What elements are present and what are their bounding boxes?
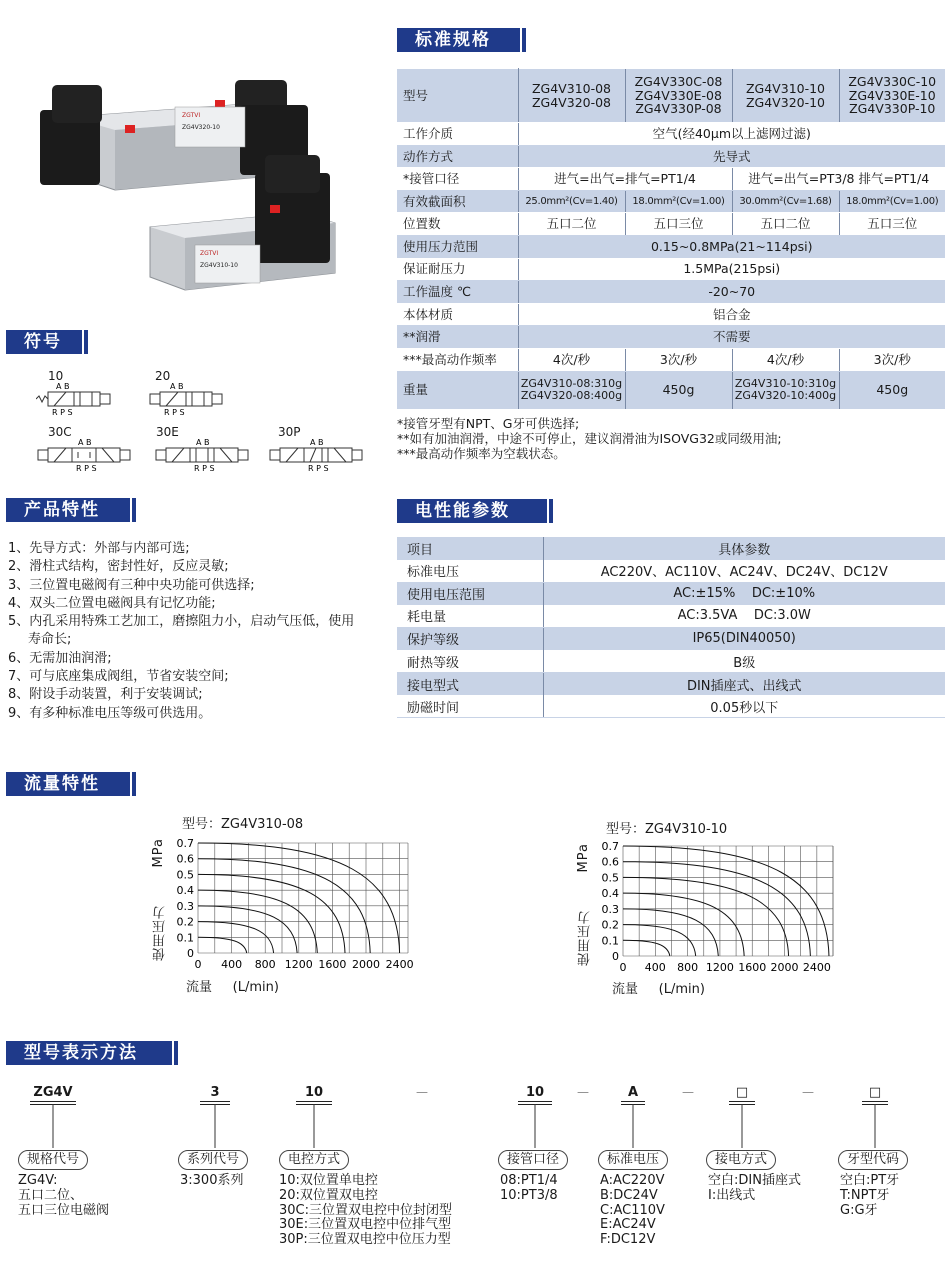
- code-part-5: A: [621, 1085, 645, 1105]
- spec-value: 4次/秒: [732, 348, 839, 371]
- valve-symbol-30p: [268, 436, 368, 472]
- cell-line: ZG4V320-08: [531, 94, 612, 110]
- x-tick-label: 2000: [770, 961, 799, 973]
- photo-label-b: ZG4V310-10: [200, 262, 238, 269]
- symbol-label-20: 20: [155, 369, 171, 383]
- elec-label: 耗电量: [397, 605, 543, 628]
- spec-label: 工作温度 ℃: [397, 281, 518, 304]
- x-tick-label: 800: [254, 958, 276, 970]
- ports-top: A B: [78, 438, 92, 447]
- ports-top: A B: [196, 438, 210, 447]
- spec-row-freq: [397, 348, 945, 371]
- desc-line: C:AC110V: [600, 1202, 665, 1218]
- elec-label: 使用电压范围: [397, 582, 543, 605]
- ports-top: A B: [310, 438, 324, 447]
- y-tick-label: 0.7: [176, 837, 194, 850]
- note-line: ***最高动作频率为空载状态。: [397, 446, 566, 461]
- x-tick-label: 1200: [284, 958, 313, 970]
- code-dash: —: [802, 1085, 814, 1099]
- y-tick-label: 0: [187, 947, 194, 960]
- desc-line: 空白:DIN插座式: [708, 1173, 801, 1188]
- code-connectors: [0, 1104, 950, 1152]
- elec-value: AC:±15% DC:±10%: [543, 582, 945, 605]
- spec-value: 五口三位: [839, 213, 945, 236]
- spec-row-port: [397, 168, 945, 191]
- spec-label: 保证耐压力: [397, 258, 518, 281]
- spec-value: 先导式: [518, 145, 945, 168]
- code-dash: —: [416, 1085, 428, 1099]
- elec-row: [397, 695, 945, 718]
- cell-line: ZG4V330C-10: [848, 73, 937, 89]
- cell-line: ZG4V320-10:400g: [734, 389, 837, 403]
- feature-item: 3、三位置电磁阀有三种中央功能可供选择;: [8, 577, 255, 593]
- elec-value: AC220V、AC110V、AC24V、DC24V、DC12V: [543, 560, 945, 583]
- desc-line: 空白:PT牙: [840, 1173, 900, 1188]
- y-tick-label: 0.4: [601, 887, 619, 901]
- chart2-unit: MPa: [576, 843, 591, 873]
- code-desc-control: [279, 1174, 452, 1248]
- feature-item: 9、有多种标准电压等级可供选用。: [8, 705, 212, 721]
- cell-line: ZG4V310-10: [745, 80, 826, 96]
- desc-line: G:G牙: [840, 1202, 878, 1218]
- desc-line: 五口三位电磁阀: [18, 1202, 110, 1218]
- spec-value: 0.15~0.8MPa(21~114psi): [518, 235, 945, 258]
- spec-value: 18.0mm²(Cv=1.00): [839, 190, 945, 213]
- code-pill-spec: 规格代号: [18, 1150, 88, 1170]
- desc-line: A:AC220V: [600, 1173, 665, 1188]
- photo-brand-b: ZGTVI: [200, 250, 219, 257]
- desc-line: T:NPT牙: [840, 1187, 890, 1203]
- elec-value: B级: [543, 650, 945, 673]
- desc-line: 08:PT1/4: [500, 1173, 558, 1188]
- spec-label: 位置数: [397, 213, 518, 236]
- y-tick-label: 0.1: [601, 934, 619, 948]
- spec-label: 重量: [397, 371, 518, 409]
- ports-bottom: R P S: [52, 408, 73, 416]
- y-tick-label: 0.5: [176, 868, 194, 882]
- flow-curve: [198, 874, 345, 953]
- spec-label: 本体材质: [397, 303, 518, 326]
- cell-line: ZG4V330E-08: [635, 87, 722, 103]
- spec-value: 空气(经40μm以上滤网过滤): [518, 123, 945, 146]
- spec-row-area: [397, 190, 945, 213]
- elec-label: 励磁时间: [397, 695, 543, 718]
- symbol-label-30e: 30E: [156, 425, 179, 439]
- spec-value: 五口三位: [625, 213, 732, 236]
- y-tick-label: 0.5: [601, 871, 619, 885]
- x-tick-label: 800: [677, 961, 699, 973]
- x-tick-label: 0: [619, 961, 627, 973]
- code-pill-port: 接管口径: [498, 1150, 568, 1170]
- spec-value: -20~70: [518, 281, 945, 304]
- spec-label: ***最高动作频率: [397, 348, 518, 371]
- photo-brand-a: ZGTVI: [182, 112, 201, 119]
- code-desc-port: [500, 1174, 558, 1204]
- code-part-3: 10: [296, 1085, 332, 1105]
- flow-curve: [623, 877, 789, 956]
- cell-line: ZG4V320-10: [745, 94, 826, 110]
- product-photo: [30, 55, 380, 325]
- chart1-xlabel: 流量 (L/min): [186, 980, 279, 995]
- feature-item: 7、可与底座集成阀组，节省安装空间;: [8, 669, 229, 685]
- code-desc-connection: [708, 1174, 801, 1204]
- valve-symbol-10: [36, 380, 136, 416]
- section-title-model: 型号表示方法: [6, 1041, 172, 1065]
- flow-chart-08: [170, 835, 430, 970]
- desc-line: 30C:三位置双电控中位封闭型: [279, 1202, 452, 1218]
- spec-model-2: [625, 69, 732, 123]
- section-title-electrical: 电性能参数: [397, 499, 547, 523]
- ports-bottom: R P S: [76, 464, 97, 472]
- x-tick-label: 2400: [802, 961, 831, 973]
- spec-value: 铝合金: [518, 303, 945, 326]
- spec-value: 不需要: [518, 326, 945, 349]
- code-desc-voltage: [600, 1174, 665, 1248]
- code-part-2: 3: [200, 1085, 230, 1105]
- feature-item: 8、附设手动装置，利于安装调试;: [8, 687, 203, 703]
- cell-line: ZG4V330P-10: [849, 101, 936, 117]
- symbol-label-10: 10: [48, 369, 64, 383]
- ports-bottom: R P S: [308, 464, 329, 472]
- desc-line: B:DC24V: [600, 1187, 658, 1203]
- feature-item: 寿命长;: [28, 632, 72, 648]
- spec-label: 有效截面积: [397, 190, 518, 213]
- y-tick-label: 0.7: [601, 840, 619, 853]
- code-pill-voltage: 标准电压: [598, 1150, 668, 1170]
- spec-value: [518, 371, 625, 409]
- y-tick-label: 0.2: [601, 918, 619, 932]
- spec-row-lube: [397, 326, 945, 349]
- spec-row-material: [397, 303, 945, 326]
- spec-row-temp: [397, 281, 945, 304]
- x-tick-label: 2400: [385, 958, 414, 970]
- desc-line: ZG4V:: [18, 1173, 58, 1188]
- spec-table: [397, 68, 945, 410]
- ports-bottom: R P S: [194, 464, 215, 472]
- y-tick-label: 0.6: [176, 852, 194, 866]
- feature-item: 6、无需加油润滑;: [8, 650, 112, 666]
- spec-row-proof: [397, 258, 945, 281]
- x-tick-label: 2000: [352, 958, 380, 970]
- feature-item: 4、双头二位置电磁阀具有记忆功能;: [8, 595, 216, 611]
- spec-value: 25.0mm²(Cv=1.40): [518, 190, 625, 213]
- elec-row: [397, 650, 945, 673]
- cell-line: ZG4V310-10:310g: [734, 376, 837, 390]
- spec-row-medium: [397, 123, 945, 146]
- spec-value: 进气=出气=排气=PT1/4: [518, 168, 732, 191]
- elec-row: [397, 582, 945, 605]
- y-tick-label: 0.2: [176, 915, 194, 929]
- elec-row: [397, 560, 945, 583]
- chart2-xlabel: 流量 (L/min): [612, 982, 705, 997]
- code-pill-thread: 牙型代码: [838, 1150, 908, 1170]
- note-line: *接管牙型有NPT、G牙可供选择;: [397, 416, 580, 431]
- cell-line: ZG4V320-08:400g: [520, 389, 623, 403]
- spec-value: 18.0mm²(Cv=1.00): [625, 190, 732, 213]
- x-tick-label: 1200: [705, 961, 734, 973]
- elec-label: 保护等级: [397, 627, 543, 650]
- x-tick-label: 400: [644, 961, 666, 973]
- y-tick-label: 0: [612, 950, 619, 963]
- elec-header-item: 项目: [397, 537, 543, 560]
- spec-model-1: [518, 69, 625, 123]
- code-part-6: □: [729, 1085, 755, 1105]
- section-title-symbol: 符号: [6, 330, 82, 354]
- elec-label: 接电型式: [397, 673, 543, 696]
- spec-value: 3次/秒: [839, 348, 945, 371]
- chart1-unit: MPa: [151, 838, 166, 868]
- code-pill-connection: 接电方式: [706, 1150, 776, 1170]
- chart2-ylabel: 使用压力: [578, 910, 593, 966]
- symbol-label-30c: 30C: [48, 425, 72, 439]
- y-tick-label: 0.3: [176, 899, 194, 913]
- desc-line: I:出线式: [708, 1187, 756, 1203]
- feature-item: 2、滑柱式结构，密封性好，反应灵敏;: [8, 559, 229, 575]
- spec-value: 3次/秒: [625, 348, 732, 371]
- y-tick-label: 0.1: [176, 931, 194, 945]
- y-tick-label: 0.3: [601, 902, 619, 916]
- elec-header: [397, 537, 945, 560]
- elec-value: AC:3.5VA DC:3.0W: [543, 605, 945, 628]
- note-line: **如有加油润滑，中途不可停止，建议润滑油为ISOVG32或同级用油;: [397, 431, 782, 446]
- flow-chart-10: [595, 838, 855, 973]
- spec-model-4: [839, 69, 945, 123]
- spec-row-model: [397, 69, 945, 123]
- desc-line: 10:PT3/8: [500, 1187, 558, 1203]
- valve-symbol-30c: [36, 436, 136, 472]
- spec-value: 450g: [625, 371, 732, 409]
- chart1-title: 型号：ZG4V310-08: [182, 817, 304, 832]
- elec-value: IP65(DIN40050): [543, 627, 945, 650]
- y-tick-label: 0.4: [176, 884, 194, 898]
- elec-label: 标准电压: [397, 560, 543, 583]
- elec-header-param: 具体参数: [543, 537, 945, 560]
- chart2-title: 型号：ZG4V310-10: [606, 822, 728, 837]
- valve-symbol-20: [148, 380, 248, 416]
- code-desc-series: [180, 1174, 243, 1189]
- spec-row-positions: [397, 213, 945, 236]
- desc-line: 20:双位置双电控: [279, 1187, 378, 1203]
- spec-label: 型号: [397, 69, 518, 123]
- spec-value: [732, 371, 839, 409]
- spec-row-action: [397, 145, 945, 168]
- spec-label: 工作介质: [397, 123, 518, 146]
- elec-row: [397, 627, 945, 650]
- desc-line: 3:300系列: [180, 1173, 244, 1188]
- chart1-ylabel: 使用压力: [153, 905, 168, 961]
- x-tick-label: 400: [221, 958, 243, 970]
- code-pill-control: 电控方式: [279, 1150, 349, 1170]
- desc-line: E:AC24V: [600, 1217, 656, 1233]
- feature-item: 5、内孔采用特殊工艺加工，磨擦阻力小，启动气压低，使用: [8, 614, 355, 630]
- spec-value: 五口二位: [518, 213, 625, 236]
- cell-line: ZG4V330C-08: [634, 73, 723, 89]
- code-desc-thread: [840, 1174, 899, 1218]
- features-list: [8, 540, 388, 723]
- spec-notes: [397, 416, 782, 461]
- ports-top: A B: [170, 382, 184, 391]
- section-title-spec: 标准规格: [397, 28, 520, 52]
- ports-top: A B: [56, 382, 70, 391]
- elec-row: [397, 673, 945, 696]
- x-tick-label: 0: [194, 958, 202, 970]
- desc-line: 30P:三位置双电控中位压力型: [279, 1232, 451, 1248]
- spec-label: **润滑: [397, 326, 518, 349]
- flow-curve: [623, 940, 670, 956]
- spec-value: 4次/秒: [518, 348, 625, 371]
- spec-model-3: [732, 69, 839, 123]
- code-part-1: ZG4V: [30, 1085, 76, 1105]
- code-pill-series: 系列代号: [178, 1150, 248, 1170]
- flow-curve: [198, 937, 247, 953]
- section-title-features: 产品特性: [6, 498, 130, 522]
- cell-line: ZG4V310-08: [531, 80, 612, 96]
- desc-line: 10:双位置单电控: [279, 1173, 378, 1188]
- electrical-table: [397, 537, 945, 718]
- x-tick-label: 1600: [738, 961, 767, 973]
- spec-label: 使用压力范围: [397, 235, 518, 258]
- spec-value: 五口二位: [732, 213, 839, 236]
- elec-value: DIN插座式、出线式: [543, 673, 945, 696]
- cell-line: ZG4V310-08:310g: [520, 376, 623, 390]
- spec-label: *接管口径: [397, 168, 518, 191]
- spec-label: 动作方式: [397, 145, 518, 168]
- spec-value: 1.5MPa(215psi): [518, 258, 945, 281]
- cell-line: ZG4V330E-10: [848, 87, 936, 103]
- symbol-label-30p: 30P: [278, 425, 301, 439]
- code-part-7: □: [862, 1085, 888, 1105]
- code-dash: —: [577, 1085, 589, 1099]
- elec-label: 耐热等级: [397, 650, 543, 673]
- ports-bottom: R P S: [164, 408, 185, 416]
- elec-value: 0.05秒以下: [543, 695, 945, 718]
- code-dash: —: [682, 1085, 694, 1099]
- code-part-4: 10: [518, 1085, 552, 1105]
- spec-row-weight: [397, 371, 945, 409]
- spec-value: 30.0mm²(Cv=1.68): [732, 190, 839, 213]
- section-title-flow: 流量特性: [6, 772, 130, 796]
- elec-row: [397, 605, 945, 628]
- desc-line: F:DC12V: [600, 1232, 656, 1248]
- valve-symbol-30e: [154, 436, 254, 472]
- y-tick-label: 0.6: [601, 855, 619, 869]
- spec-value: 进气=出气=PT3/8 排气=PT1/4: [732, 168, 945, 191]
- cell-line: ZG4V330P-08: [635, 101, 722, 117]
- x-tick-label: 1600: [318, 958, 347, 970]
- desc-line: 五口二位、: [18, 1187, 84, 1203]
- photo-label-a: ZG4V320-10: [182, 124, 220, 131]
- code-desc-spec: [18, 1174, 109, 1218]
- desc-line: 30E:三位置双电控中位排气型: [279, 1217, 452, 1233]
- spec-row-pressure: [397, 235, 945, 258]
- feature-item: 1、先导方式：外部与内部可选;: [8, 541, 190, 556]
- spec-value: 450g: [839, 371, 945, 409]
